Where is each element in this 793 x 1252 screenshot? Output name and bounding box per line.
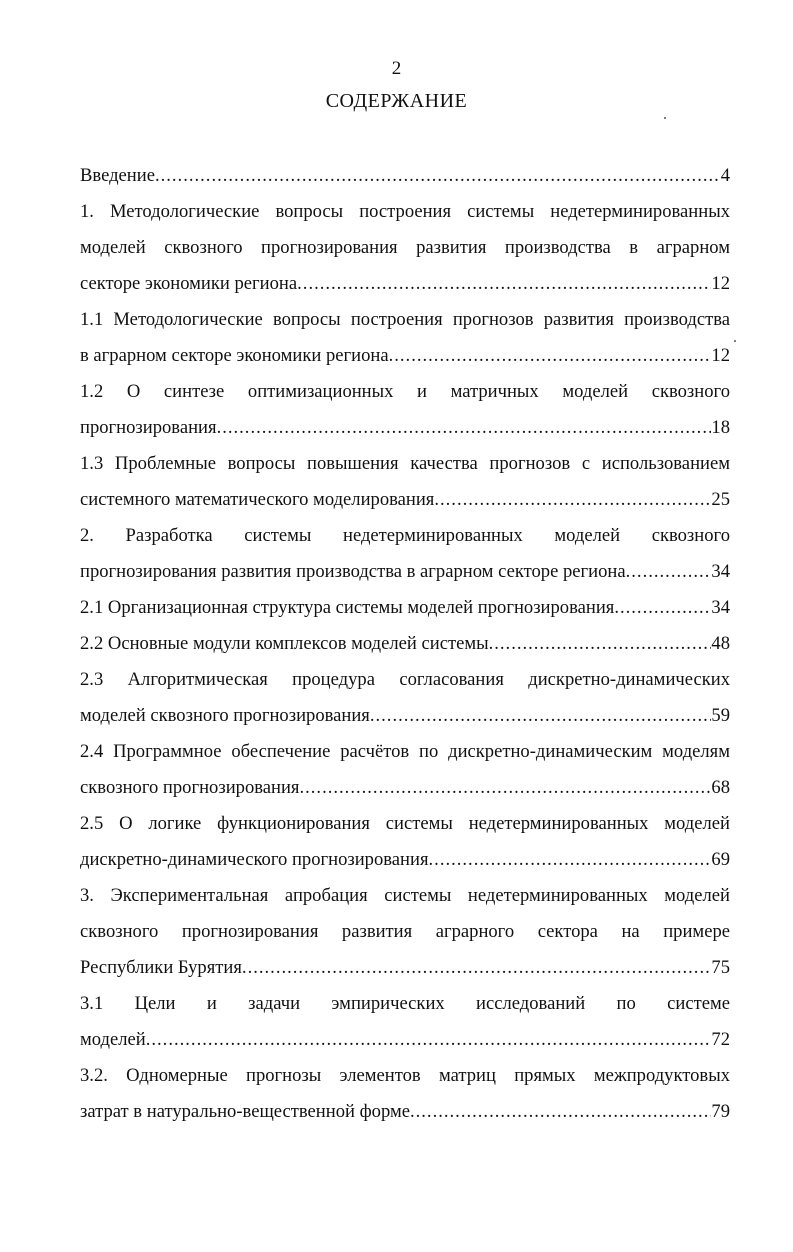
- page-number: 2: [391, 58, 402, 79]
- scan-speck: [734, 340, 736, 342]
- toc-entry: [80, 590, 730, 626]
- toc-entry: [80, 986, 730, 1058]
- toc-entry-line: моделей сквозного прогнозирования развития производства в аграрном: [80, 237, 730, 258]
- toc-entry-line: 2.3 Алгоритмическая процедура согласования дискретно-динамических: [80, 669, 730, 690]
- toc-page-number: 12: [711, 345, 730, 366]
- toc-entry-line: 1.2 О синтезе оптимизационных и матричных моделей сквозного: [80, 381, 730, 402]
- toc-entry: [80, 734, 730, 806]
- toc-entry-title: в аграрном секторе экономики региона: [80, 345, 389, 366]
- toc-entry-leader-line: [80, 842, 730, 878]
- toc-entry-line: 3.2. Одномерные прогнозы элементов матриц прямых межпродуктовых: [80, 1065, 730, 1086]
- toc-entry-leader-line: [80, 1022, 730, 1058]
- toc-page-number: 34: [711, 561, 730, 582]
- toc-entry-line: 2.4 Программное обеспечение расчётов по дискретно-динамическим моделям: [80, 741, 730, 762]
- toc-entry-title: сквозного прогнозирования: [80, 777, 300, 798]
- dot-leader: [489, 626, 712, 662]
- toc-entry-leader-line: [80, 698, 730, 734]
- toc-entry: [80, 374, 730, 446]
- toc-entry-title: прогнозирования: [80, 417, 217, 438]
- dot-leader: [389, 338, 712, 374]
- toc-entry-title: 2.1 Организационная структура системы моделей прогнозирования: [80, 597, 615, 618]
- dot-leader: [429, 842, 712, 878]
- toc-entry-title: моделей: [80, 1029, 146, 1050]
- toc-entry-leader-line: [80, 482, 730, 518]
- toc-page-number: 25: [711, 489, 730, 510]
- toc-entry: [80, 806, 730, 878]
- toc-entry: [80, 626, 730, 662]
- toc-entry-line: 2. Разработка системы недетерминированных моделей сквозного: [80, 525, 730, 546]
- toc-entry-line: 1.1 Методологические вопросы построения прогнозов развития производства: [80, 309, 730, 330]
- dot-leader: [297, 266, 711, 302]
- toc-entry-line: 3. Экспериментальная апробация системы недетерминированных моделей: [80, 885, 730, 906]
- toc-page-number: 59: [711, 705, 730, 726]
- dot-leader: [614, 590, 711, 626]
- toc-entry-leader-line: [80, 950, 730, 986]
- toc-page-number: 12: [711, 273, 730, 294]
- toc-entry: [80, 302, 730, 374]
- toc-entry-leader-line: [80, 158, 730, 194]
- toc-entry-line: сквозного прогнозирования развития аграрного сектора на примере: [80, 921, 730, 942]
- toc-page-number: 4: [720, 165, 730, 186]
- toc-entry-leader-line: [80, 338, 730, 374]
- toc-entry-leader-line: [80, 770, 730, 806]
- toc-entry-leader-line: [80, 410, 730, 446]
- toc-entry-line: 2.5 О логике функционирования системы недетерминированных моделей: [80, 813, 730, 834]
- toc-entry-title: затрат в натурально-вещественной форме: [80, 1101, 410, 1122]
- toc-entry-line: 3.1 Цели и задачи эмпирических исследований по системе: [80, 993, 730, 1014]
- toc-entry-title: Введение: [80, 165, 155, 186]
- toc-page-number: 18: [711, 417, 730, 438]
- toc-page-number: 79: [711, 1101, 730, 1122]
- toc-entry-leader-line: [80, 1094, 730, 1130]
- toc-entry: [80, 518, 730, 590]
- table-of-contents: [80, 158, 730, 1130]
- toc-page-number: 69: [711, 849, 730, 870]
- page-title: СОДЕРЖАНИЕ: [325, 90, 468, 112]
- dot-leader: [242, 950, 711, 986]
- toc-entry: [80, 158, 730, 194]
- dot-leader: [410, 1094, 711, 1130]
- toc-entry-leader-line: [80, 626, 730, 662]
- scan-speck: [664, 117, 666, 119]
- toc-entry-title: прогнозирования развития производства в аграрном секторе региона: [80, 561, 626, 582]
- toc-page-number: 68: [711, 777, 730, 798]
- toc-page-number: 72: [711, 1029, 730, 1050]
- dot-leader: [434, 482, 711, 518]
- toc-entry-leader-line: [80, 554, 730, 590]
- toc-entry: [80, 194, 730, 302]
- toc-entry: [80, 662, 730, 734]
- toc-entry-title: Республики Бурятия: [80, 957, 242, 978]
- dot-leader: [299, 770, 711, 806]
- toc-entry-leader-line: [80, 590, 730, 626]
- toc-entry-title: системного математического моделирования: [80, 489, 435, 510]
- toc-entry-line: 1. Методологические вопросы построения системы недетерминированных: [80, 201, 730, 222]
- toc-page-number: 75: [711, 957, 730, 978]
- toc-entry-leader-line: [80, 266, 730, 302]
- dot-leader: [626, 554, 712, 590]
- dot-leader: [146, 1022, 712, 1058]
- toc-page-number: 34: [711, 597, 730, 618]
- toc-entry: [80, 1058, 730, 1130]
- toc-entry-title: моделей сквозного прогнозирования: [80, 705, 370, 726]
- dot-leader: [370, 698, 712, 734]
- toc-entry-line: 1.3 Проблемные вопросы повышения качества прогнозов с использованием: [80, 453, 730, 474]
- toc-page-number: 48: [711, 633, 730, 654]
- dot-leader: [217, 410, 712, 446]
- toc-entry-title: дискретно-динамического прогнозирования: [80, 849, 429, 870]
- toc-entry: [80, 878, 730, 986]
- toc-entry-title: секторе экономики региона: [80, 273, 298, 294]
- dot-leader: [155, 158, 721, 194]
- toc-entry: [80, 446, 730, 518]
- toc-entry-title: 2.2 Основные модули комплексов моделей системы: [80, 633, 489, 654]
